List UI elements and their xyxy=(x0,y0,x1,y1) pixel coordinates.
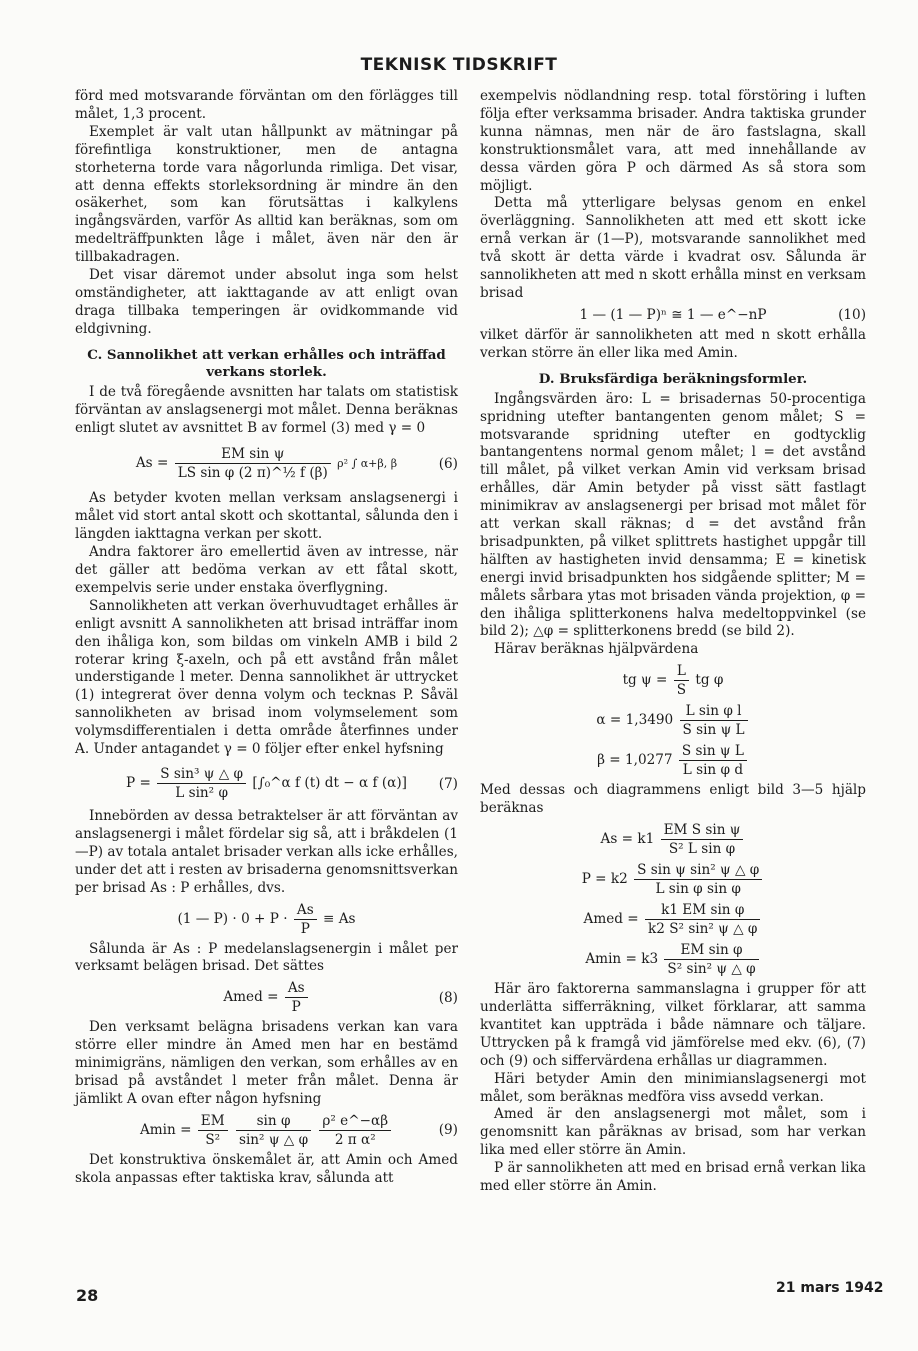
equation-8: Amed = $\frac{As}{P}$ (8) xyxy=(223,980,458,1016)
paragraph: Härav beräknas hjälpvärdena xyxy=(494,641,699,658)
paragraph: Det visar däremot under absolut inga som helst omständigheter, att iakttagande av att enligt ovan draga tillbaka temperingen är ovidkommande vid eldgivning. xyxy=(75,267,458,337)
paragraph: exempelvis nödlandning resp. total förstöring i luften följa efter verksamma brisader. Andra taktiska grunder kunna nämnas, men när de äro fastslagna, skall konstruktionsmålet vara, att med innehållande av dessa värden göra P och därmed As så stora som möjligt. xyxy=(480,88,866,194)
equation-amed: Amed = $\frac{\text{k1 EM sin φ}}{\text{k2 S² sin² ψ △ φ}}$ xyxy=(480,901,866,938)
paragraph: Detta må ytterligare belysas genom en enkel överläggning. Sannolikheten att med ett skott icke ernå verkan är (1—P), motsvarande sannolikhet med två skott är detta värde i kvadrat osv. Sålunda är sannolikheten att med n skott erhålla minst en verksam brisad xyxy=(480,195,866,301)
equation-6: As = $\frac{\text{EM sin ψ}}{\text{LS sin φ (2 π)\textasciicircum{}½ f (β)}}$ ρ² ∫ α+β, β (6) xyxy=(135,446,458,482)
page-number: 28 xyxy=(76,1286,99,1305)
paragraph: Det konstruktiva önskemålet är, att Amin och Amed skola anpassas efter taktiska krav, sålunda att xyxy=(75,1151,458,1186)
journal-header: TEKNISK TIDSKRIFT xyxy=(360,55,558,75)
paragraph: Exemplet är valt utan hållpunkt av mätningar på förefintliga konstruktioner, men de antagna storheterna torde vara någorlunda rimliga. Det visar, att denna effekts storleksordning är mindre än den osäkerhet, som kan förutsättas i kalkylens ingångsvärden, varför As alltid kan beräknas, som om medelträffpunkten låge i målet, även när den är tillbakadragen. xyxy=(75,123,458,266)
paragraph: As betyder kvoten mellan verksam anslagsenergi i målet vid stort antal skott och skottantal, sålunda den i längden iakttagna verkan per skott. xyxy=(75,490,458,543)
paragraph: P är sannolikheten att med en brisad ernå verkan lika med eller större än Amin. xyxy=(480,1160,866,1195)
section-heading-c: C. Sannolikhet att verkan erhålles och inträffad verkans storlek. xyxy=(87,346,446,380)
equation-amin: Amin = k3 $\frac{\text{EM sin φ}}{\text{S² sin² ψ △ φ}}$ xyxy=(480,941,866,978)
issue-date: 21 mars 1942 xyxy=(776,1280,884,1296)
equation-mean: (1 — P) · 0 + P · $\frac{As}{P}$ ≡ As xyxy=(177,901,356,937)
paragraph: Amed är den anslagsenergi mot målet, som i genomsnitt kan påräknas av brisad, som har verkan lika med eller större än Amin. xyxy=(480,1106,866,1159)
equation-tg: tg ψ = $\frac{L}{S}$ tg φ xyxy=(622,663,724,699)
paragraph: Innebörden av dessa betraktelser är att förväntan av anslagsenergi i målet fördelar sig så, att i bråkdelen (1—P) av totala antalet brisader verkan alls icke erhålles, under det att i resten av brisaderna genomsnittsverkan per brisad As : P erhålles, dvs. xyxy=(75,808,458,896)
equation-as: As = k1 $\frac{\text{EM S sin ψ}}{\text{S² L sin φ}}$ xyxy=(480,821,866,858)
equation-10: 1 — (1 — P)ⁿ ≅ 1 — e^−nP (10) xyxy=(579,306,866,323)
paragraph: Sannolikheten att verkan överhuvudtaget erhålles är enligt avsnitt A sannolikheten att brisad inträffar inom den ihåliga kon, som bildas om vinkeln AMB i bild 2 roterar kring ξ-axeln, och på ett avstånd från målet understigande l meter. Denna sannolikhet är uttrycket (1) integrerat över denna volym och tecknas P. Såväl sannolikheten av brisad inom volymselement som volymsdifferentialen i detta område återfinnes under A. Under antagandet γ = 0 följer efter enkel hyfsning xyxy=(75,597,458,758)
paragraph: Ingångsvärden äro: L = brisadernas 50-procentiga spridning utefter bantangenten genom målet; S = motsvarande spridning utefter en godtycklig bantangentens normal genom målet; l = det avstånd till målet, på vilket verkan Amin vid verksam brisad erhålles, där Amin betyder på visst sätt fastlagt minimikrav av anslagsenergi per brisad mot målet för att verkan skall räknas; d = det avstånd från brisadpunkten, på vilket splittrets hastighet uppgår till hälften av hastigheten invid densamma; E = kinetisk energi invid brisadpunkten hos sidgående splitter; M = målets sårbara ytas mot brisaden vända projektion, φ = den ihåliga splitterkonens halva medeltoppvinkel (se bild 2); △φ = splitterkonens bredd (se bild 2). xyxy=(480,390,866,640)
paragraph: Andra faktorer äro emellertid även av intresse, när det gäller att bedöma verkan av ett fåtal skott, exempelvis serie under enstaka överflygning. xyxy=(75,544,458,596)
paragraph: vilket därför är sannolikheten att med n skott erhålla verkan större än eller lika med Amin. xyxy=(480,326,866,361)
right-column xyxy=(480,88,866,1196)
paragraph: I de två föregående avsnitten har talats om statistisk förväntan av anslagsenergi mot målet. Denna beräknas enligt slutet av avsnittet B av formel (3) med γ = 0 xyxy=(75,383,458,436)
section-heading-d: D. Bruksfärdiga beräkningsformler. xyxy=(538,370,808,387)
left-column xyxy=(75,88,458,1188)
paragraph: Den verksamt belägna brisadens verkan kan vara större eller mindre än Amed men har en bestämd minimigräns, nämligen den verkan, som erhålles av en brisad på avståndet l meter från målet. Denna är jämlikt A ovan efter någon hyfsning xyxy=(75,1019,458,1107)
equation-alpha: α = 1,3490 $\frac{\text{L sin φ l}}{\text{S sin ψ L}}$ xyxy=(480,702,866,739)
equation-p: P = k2 $\frac{\text{S sin ψ sin² ψ △ φ}}{\text{L sin φ sin φ}}$ xyxy=(480,861,866,898)
paragraph: Sålunda är As : P medelanslagsenergin i målet per verksamt belägen brisad. Det sättes xyxy=(75,940,458,975)
paragraph: Med dessas och diagrammens enligt bild 3—5 hjälp beräknas xyxy=(480,782,866,817)
equation-beta: β = 1,0277 $\frac{\text{S sin ψ L}}{\text{L sin φ d}}$ xyxy=(480,742,866,779)
equation-7: P = $\frac{\text{S sin³ ψ △ φ}}{\text{L sin² φ}}$ [∫₀^α f (t) dt − α f (α)] (7) xyxy=(126,766,458,801)
paragraph: Här äro faktorerna sammanslagna i grupper för att underlätta sifferräkning, vilket förklarar, att samma kvantitet kan uppträda i både nämnare och täljare. Uttrycken på k framgå vid jämförelse med ekv. (6), (7) och (9) och siffervärdena erhållas ur diagrammen. xyxy=(480,981,866,1069)
paragraph: förd med motsvarande förväntan om den förlägges till målet, 1,3 procent. xyxy=(75,88,458,122)
equation-9: Amin = $\frac{EM}{\text{S²}}$ $\frac{\text{sin φ}}{\text{sin² ψ △ φ}}$ $\frac{\text{ρ² e\textasciicircum{}−αβ}}{\text{2 π α²}}$ (9) xyxy=(139,1112,458,1148)
paragraph: Häri betyder Amin den minimianslagsenergi mot målet, som beräknas medföra viss avsedd verkan. xyxy=(480,1070,866,1105)
